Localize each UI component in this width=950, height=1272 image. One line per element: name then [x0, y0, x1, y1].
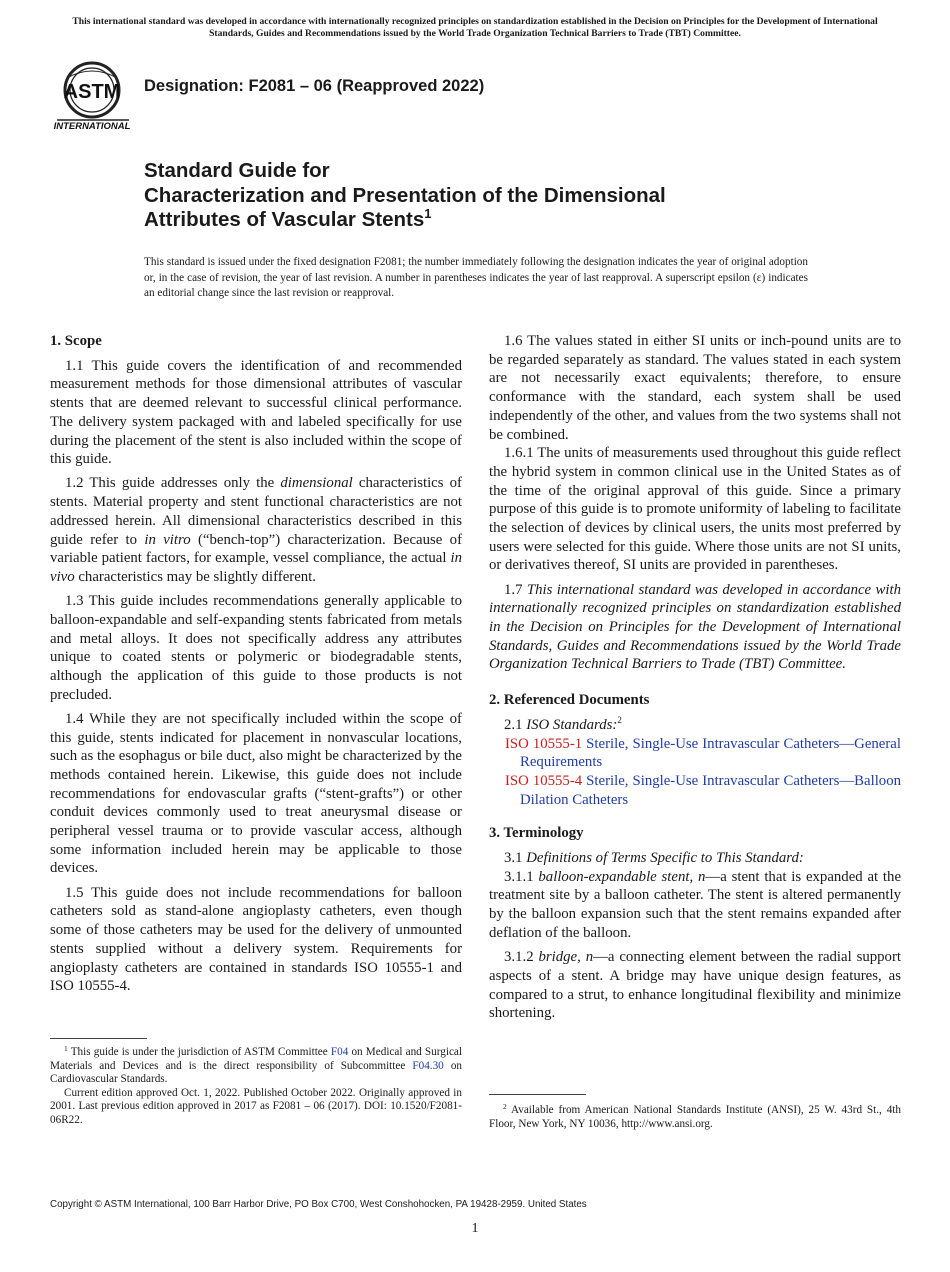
- terminology-heading: 3. Terminology: [489, 825, 584, 842]
- title-line-3: [144, 208, 844, 233]
- footnote-1-mark: 1: [64, 1044, 68, 1053]
- right-column: [489, 332, 901, 1028]
- page-title: [144, 159, 844, 233]
- footnote-divider: [50, 1038, 147, 1039]
- para-2-1-number: 2.1: [504, 716, 527, 733]
- para-1-7-number: 1.7: [504, 581, 527, 598]
- referenced-documents-heading: 2. Referenced Documents: [489, 692, 650, 709]
- footnote-2-text: Available from American National Standards Institute (ANSI), 25 W. 43rd St., 4th Floor, New York, NY 10036, http://www.ansi.org.: [489, 1104, 901, 1130]
- para-1-2-text: 1.2 This guide addresses only the: [65, 475, 281, 492]
- term-balloon-expandable-stent: balloon-expandable stent, n: [538, 868, 706, 885]
- definition-text: —a stent that is expanded at the treatment site by a balloon catheter. The stent is altered permanently by the balloon expansion such that the stent remains expanded after deflation of the balloon.: [489, 868, 902, 941]
- para-1-2-text: characteristics of stents. Material property and stent functional characteristics are not addressed herein. All dimensional characteristics described in this guide refer to: [50, 475, 462, 548]
- footnote-divider: [489, 1094, 586, 1095]
- page-number: 1: [471, 1221, 479, 1236]
- para-1-2-italic: dimensional: [280, 475, 353, 492]
- para-1-6-1: 1.6.1 The units of measurements used throughout this guide reflect the hybrid system in common clinical use in the United States as of the time of the original approval of this guide. Since a primary purpose of this guide is to promote uniformity of labeling to facilitate the selection of devices by clinical users, the units most preferred by users were selected for this guide. Where those units are not SI units, or derivatives thereof, SI units are provided in parentheses.: [489, 445, 901, 574]
- footnote-2-para: [489, 1104, 901, 1131]
- astm-logo: [53, 58, 135, 132]
- logo-subtext: INTERNATIONAL: [53, 121, 131, 132]
- title-line-2: Characterization and Presentation of the Dimensional: [144, 183, 666, 207]
- para-1-2-italic: in vitro: [144, 531, 191, 548]
- designation: Designation: F2081 – 06 (Reapproved 2022): [144, 77, 485, 95]
- para-3-1-text: Definitions of Terms Specific to This Standard:: [526, 850, 804, 867]
- definition-text: —a connecting element between the radial support aspects of a stent. A bridge may have unique design features, as compared to a strut, to enhance longitudinal flexibility and minimize shortening.: [489, 949, 901, 1022]
- subcommittee-f04-30-link[interactable]: F04.30: [412, 1059, 444, 1072]
- para-1-7-text: This international standard was developed in accordance with internationally recognized principles on standardization established in the Decision on Principles for the Development of International Standards, Guides and Recommendations issued by the World Trade Organization Technical Barriers to Trade (TBT) Committee.: [489, 581, 901, 673]
- intro-paragraph: This standard is issued under the fixed designation F2081; the number immediately following the designation indicates the year of original adoption or, in the case of revision, the year of last revision. A number in parentheses indicates the year of last reapproval. A superscript epsilon (ε) indicates an editorial change since the last revision or reapproval.: [144, 256, 808, 299]
- para-1-7: [489, 581, 901, 675]
- reference-item[interactable]: [489, 735, 901, 772]
- title-footnote-mark: 1: [424, 206, 432, 221]
- footnote-2: [489, 1104, 901, 1131]
- scope-heading: 1. Scope: [50, 333, 102, 349]
- committee-f04-link[interactable]: F04: [330, 1046, 349, 1058]
- copyright-notice: Copyright © ASTM International, 100 Barr Harbor Drive, PO Box C700, West Conshohocken, PA 19428-2959. United States: [50, 1199, 587, 1210]
- para-3-1-1-number: 3.1.1: [504, 868, 539, 885]
- reference-code-link[interactable]: ISO 10555-4: [505, 772, 583, 789]
- para-1-5: 1.5 This guide does not include recommendations for balloon catheters sold as stand-alone angioplasty catheters, even though some of those catheters may be used for the delivery of unmounted stents supplied without a delivery system. Requirements for angioplasty catheters are contained in standards ISO 10555-1 and ISO 10555-4.: [50, 884, 462, 995]
- footnote-2-mark: 2: [617, 714, 622, 725]
- para-1-6: 1.6 The values stated in either SI units or inch-pound units are to be regarded separately as standard. The values stated in each system are not necessarily exact equivalents; therefore, to ensure conformance with the standard, each system shall be used independently of the other, and values from the two systems shall not be combined.: [489, 333, 901, 443]
- para-1-2-text: (“bench-top”) characterization. Because of variable patient factors, for example, vessel compliance, the actual: [50, 531, 462, 567]
- footnote-1-text: This guide is under the jurisdiction of ASTM Committee: [67, 1046, 331, 1058]
- reference-code-link[interactable]: ISO 10555-1: [505, 735, 583, 752]
- footnote-1-text: on Medical and Surgical Materials and Devices and is the direct responsibility of Subcommittee: [50, 1046, 462, 1072]
- para-1-3: 1.3 This guide includes recommendations generally applicable to balloon-expandable and self-expanding stents fabricated from metals and metal alloys. It does not specifically address any attributes unique to coated stents or polymeric or biodegradable stents, although the application of this guide to those products is not precluded.: [50, 593, 462, 703]
- para-1-4: 1.4 While they are not specifically included within the scope of this guide, stents indicated for placement in nonvascular locations, such as the esophagus or bile duct, also might be characterized by the methods contained herein. Likewise, this guide does not include recommendations for endovascular grafts (“stent-grafts”) or other conduit devices commonly used to treat aneurysmal disease or peripheral vessel trauma or to provide vascular access, although some information included herein may be applicable to those devices.: [50, 710, 462, 877]
- para-2-1-text: ISO Standards:: [526, 716, 618, 733]
- reference-item[interactable]: [489, 772, 901, 809]
- title-line-1: Standard Guide for: [144, 159, 330, 182]
- footnote-1-edition: Current edition approved Oct. 1, 2022. Published October 2022. Originally approved in 2001. Last previous edition approved in 2017 as F2081 – 06 (2017). DOI: 10.1520/F2081-06R22.: [50, 1086, 462, 1126]
- footnote-1-para: [50, 1046, 462, 1087]
- para-1-2-italic: in vivo: [50, 550, 462, 585]
- para-2-1: [489, 716, 901, 735]
- para-3-1-number: 3.1: [504, 850, 527, 867]
- header-notice: This international standard was developed in accordance with internationally recognized principles on standardization established in the Decision on Principles for the Development of International Standards, Guides and Recommendations issued by the World Trade Organization Technical Barriers to Trade (TBT) Committee.: [72, 16, 878, 39]
- title-line-3-text: Attributes of Vascular Stents: [144, 208, 425, 231]
- footnote-1: [50, 1046, 462, 1128]
- astm-logo-icon: [53, 58, 135, 132]
- para-3-1-2-number: 3.1.2: [504, 949, 539, 966]
- logo-text: ASTM: [63, 81, 121, 103]
- left-column: [50, 332, 462, 1001]
- footnote-1-text: on Cardiovascular Standards.: [50, 1059, 463, 1086]
- para-3-1-1: [489, 868, 901, 943]
- term-bridge: bridge, n: [538, 949, 594, 966]
- para-3-1: [489, 849, 901, 868]
- para-1-2: [50, 474, 462, 586]
- reference-title-link[interactable]: Sterile, Single-Use Intravascular Catheters—General Requirements: [520, 735, 901, 771]
- para-1-2-text: characteristics may be slightly different.: [74, 568, 316, 585]
- footnote-2-mark: 2: [503, 1102, 507, 1111]
- para-1-1: 1.1 This guide covers the identification of and recommended measurement methods for those dimensional attributes of vascular stents that are deemed relevant to successful clinical performance. The delivery system packaged with and labeled specifically for use during the placement of the stent is also included within the scope of this guide.: [50, 357, 462, 468]
- reference-title-link[interactable]: Sterile, Single-Use Intravascular Catheters—Balloon Dilation Catheters: [520, 772, 901, 808]
- para-3-1-2: [489, 948, 901, 1023]
